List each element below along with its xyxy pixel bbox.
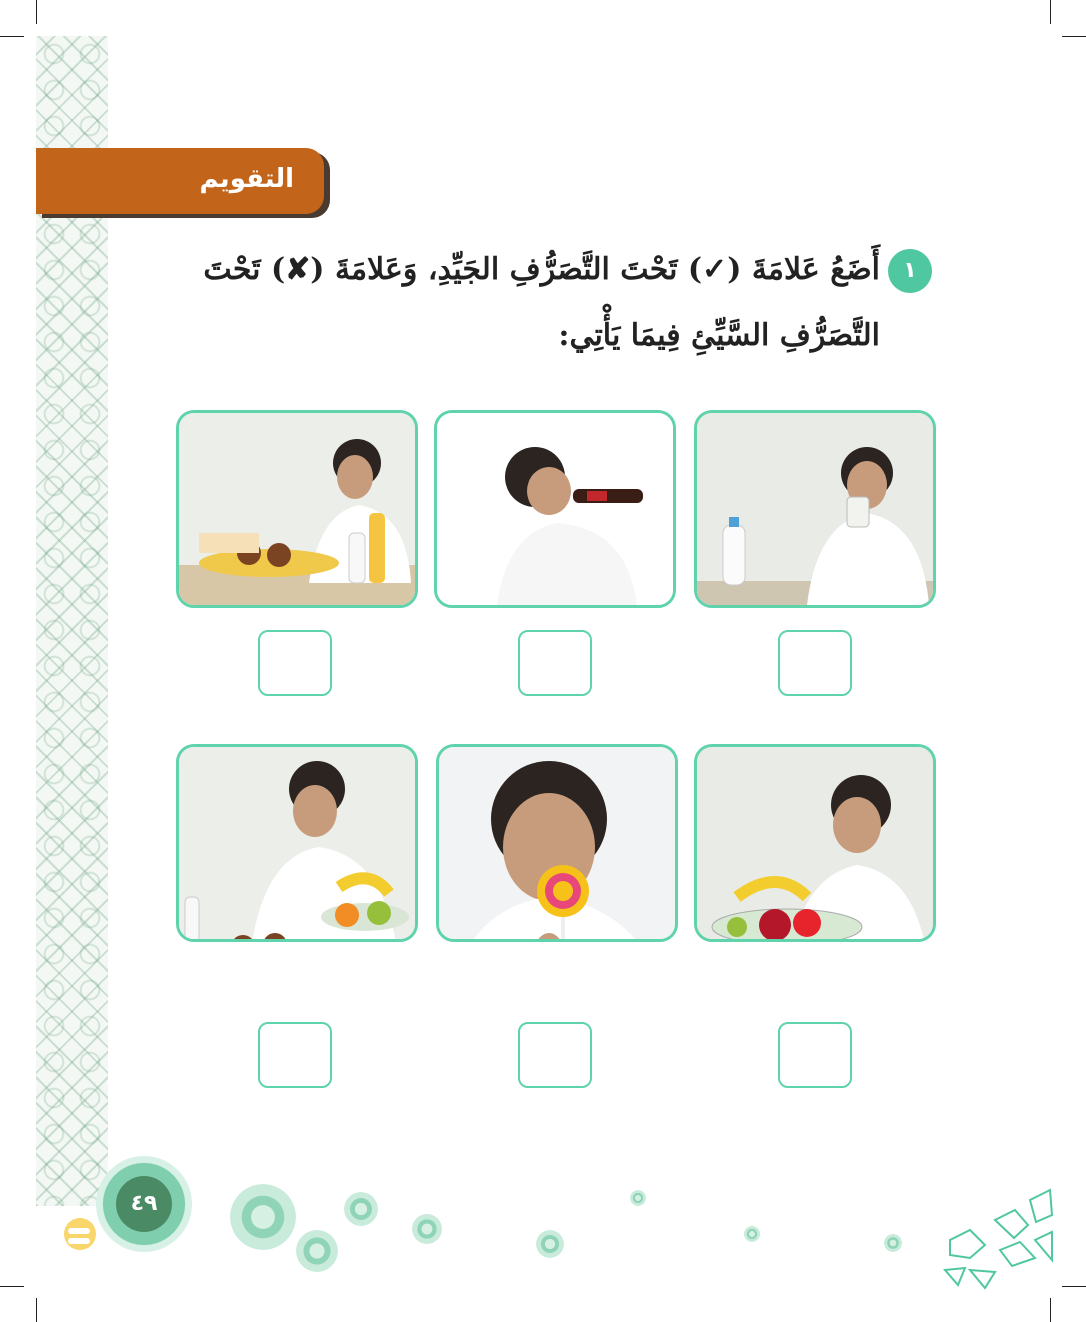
crop-mark	[1050, 0, 1051, 24]
crop-mark	[1062, 36, 1086, 37]
question-number: ١	[888, 249, 932, 293]
meal-fruit-scene-icon	[179, 747, 415, 942]
page-number: ٤٩	[116, 1176, 172, 1232]
section-title: التقويم	[199, 164, 294, 194]
decorative-flower-icon	[344, 1192, 378, 1226]
section-header	[36, 148, 324, 214]
photo-boy-eating-meal	[176, 410, 418, 608]
lollipop-scene-icon	[439, 747, 675, 942]
decorative-flower-icon	[230, 1184, 296, 1250]
geometric-pattern-icon	[940, 1180, 1055, 1290]
answer-box[interactable]	[258, 1022, 332, 1088]
meal-scene-icon	[179, 413, 415, 605]
decorative-flower-icon	[630, 1190, 646, 1206]
fruit-scene-icon	[697, 747, 933, 942]
crop-mark	[1062, 1286, 1086, 1287]
instruction-line-1: أَضَعُ عَلامَةَ (✓) تَحْتَ التَّصَرُّفِ الجَيِّدِ، وَعَلامَةَ (✘) تَحْتَ	[203, 252, 880, 287]
decorative-flower-icon	[296, 1230, 338, 1272]
book-logo-icon	[60, 1212, 100, 1252]
photo-boy-eating-with-fruit	[176, 744, 418, 942]
crop-mark	[36, 1298, 37, 1322]
answer-box[interactable]	[518, 1022, 592, 1088]
milk-scene-icon	[697, 413, 933, 605]
crop-mark	[0, 1286, 24, 1287]
answer-box[interactable]	[258, 630, 332, 696]
decorative-flower-icon	[744, 1226, 760, 1242]
answer-box[interactable]	[778, 630, 852, 696]
photo-boy-with-lollipop	[436, 744, 678, 942]
photo-boy-drinking-milk	[694, 410, 936, 608]
crop-mark	[0, 36, 24, 37]
photo-boy-drinking-soda	[434, 410, 676, 608]
decorative-flower-icon	[884, 1234, 902, 1252]
soda-scene-icon	[437, 413, 673, 605]
decorative-flower-icon	[536, 1230, 564, 1258]
crop-mark	[36, 0, 37, 24]
instruction-line-2: التَّصَرُّفِ السَّيِّئِ فِيمَا يَأْتِي:	[558, 318, 880, 353]
photo-boy-picking-fruit	[694, 744, 936, 942]
crop-mark	[1050, 1298, 1051, 1322]
decorative-flower-icon	[412, 1214, 442, 1244]
answer-box[interactable]	[518, 630, 592, 696]
answer-box[interactable]	[778, 1022, 852, 1088]
